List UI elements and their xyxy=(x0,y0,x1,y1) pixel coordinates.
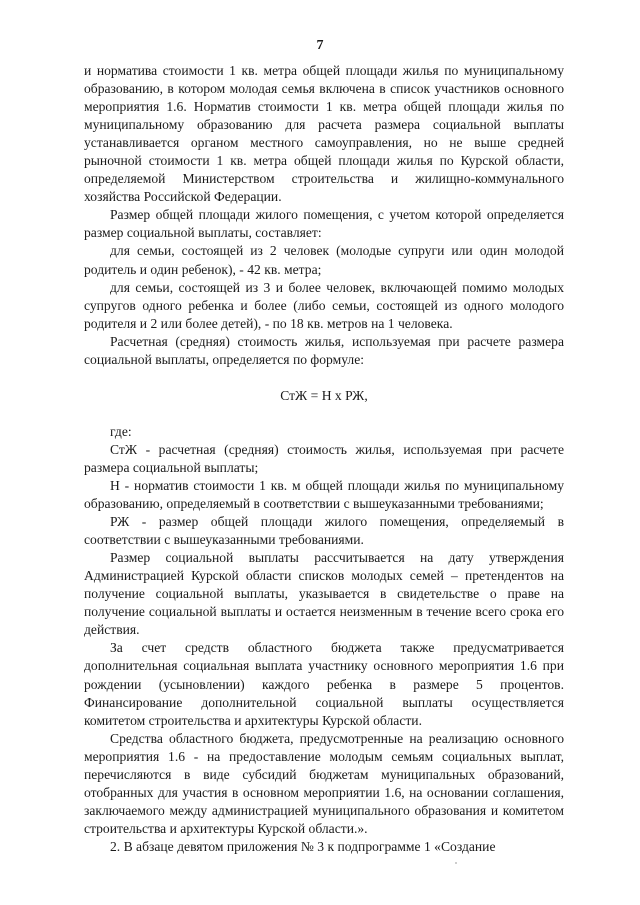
paragraph-8: Средства областного бюджета, предусмотренные на реализацию основного мероприятия 1.6 - на предоставление молодым семьям социальных выплат, перечисляются в виде субсидий бюджетам муниципальных образований, отобранных для участия в основном мероприятии 1.6, на основании соглашения, заключаемого между администрацией муниципального образования и комитетом строительства и архитектуры Курской области.». xyxy=(84,730,564,836)
paragraph-definition-stzh: СтЖ - расчетная (средняя) стоимость жилья, используемая при расчете размера социальной выплаты; xyxy=(84,441,564,475)
paragraph-definition-rzh: РЖ - размер общей площади жилого помещения, определяемый в соответствии с вышеуказанными требованиями. xyxy=(84,514,564,548)
paragraph-7: За счет средств областного бюджета также предусматривается дополнительная социальная выплата участнику основного мероприятия 1.6 при рождении (усыновлении) каждого ребенка в размере 5 процентов. Финансирование дополнительной социальной выплаты осуществляется комитетом строительства и архитектуры Курской области. xyxy=(84,640,564,728)
document-body xyxy=(84,62,564,856)
where-label: где: xyxy=(110,423,132,439)
paragraph-9: 2. В абзаце девятом приложения № 3 к подпрограмме 1 «Создание xyxy=(110,838,496,854)
formula: СтЖ = Н х РЖ, xyxy=(280,387,368,403)
paragraph-2: Размер общей площади жилого помещения, с учетом которой определяется размер социальной выплаты, составляет: xyxy=(84,207,564,241)
scan-artifact xyxy=(455,862,457,864)
paragraph-6: Размер социальной выплаты рассчитывается на дату утверждения Администрацией Курской области списков молодых семей – претендентов на получение социальной выплаты, указывается в свидетельстве о праве на получение социальной выплаты и остается неизменным в течение всего срока его действия. xyxy=(84,550,564,638)
paragraph-5: Расчетная (средняя) стоимость жилья, используемая при расчете размера социальной выплаты, определяется по формуле: xyxy=(84,333,564,367)
paragraph-4: для семьи, состоящей из 3 и более человек, включающей помимо молодых супругов одного ребенка и более (либо семьи, состоящей из одного молодого родителя и 2 или более детей), - по 18 кв. метров на 1 человека. xyxy=(84,279,564,331)
paragraph-definition-n: Н - норматив стоимости 1 кв. м общей площади жилья по муниципальному образованию, определяемый в соответствии с вышеуказанными требованиями; xyxy=(84,477,564,512)
page-number: 7 xyxy=(316,38,324,53)
paragraph-3: для семьи, состоящей из 2 человек (молодые супруги или один молодой родитель и один ребенок), - 42 кв. метра; xyxy=(84,243,564,277)
paragraph-1: и норматива стоимости 1 кв. метра общей площади жилья по муниципальному образованию, в котором молодая семья включена в список участников основного мероприятия 1.6. Норматив стоимости 1 кв. метра общей площади жилья по муниципальному образованию для расчета размера социальной выплаты устанавливается органом местного самоуправления, но не выше средней рыночной стоимости 1 кв. метра общей площади жилья по Курской области, определяемой Министерством строительства и жилищно-коммунального хозяйства Российской Федерации. xyxy=(84,63,564,205)
